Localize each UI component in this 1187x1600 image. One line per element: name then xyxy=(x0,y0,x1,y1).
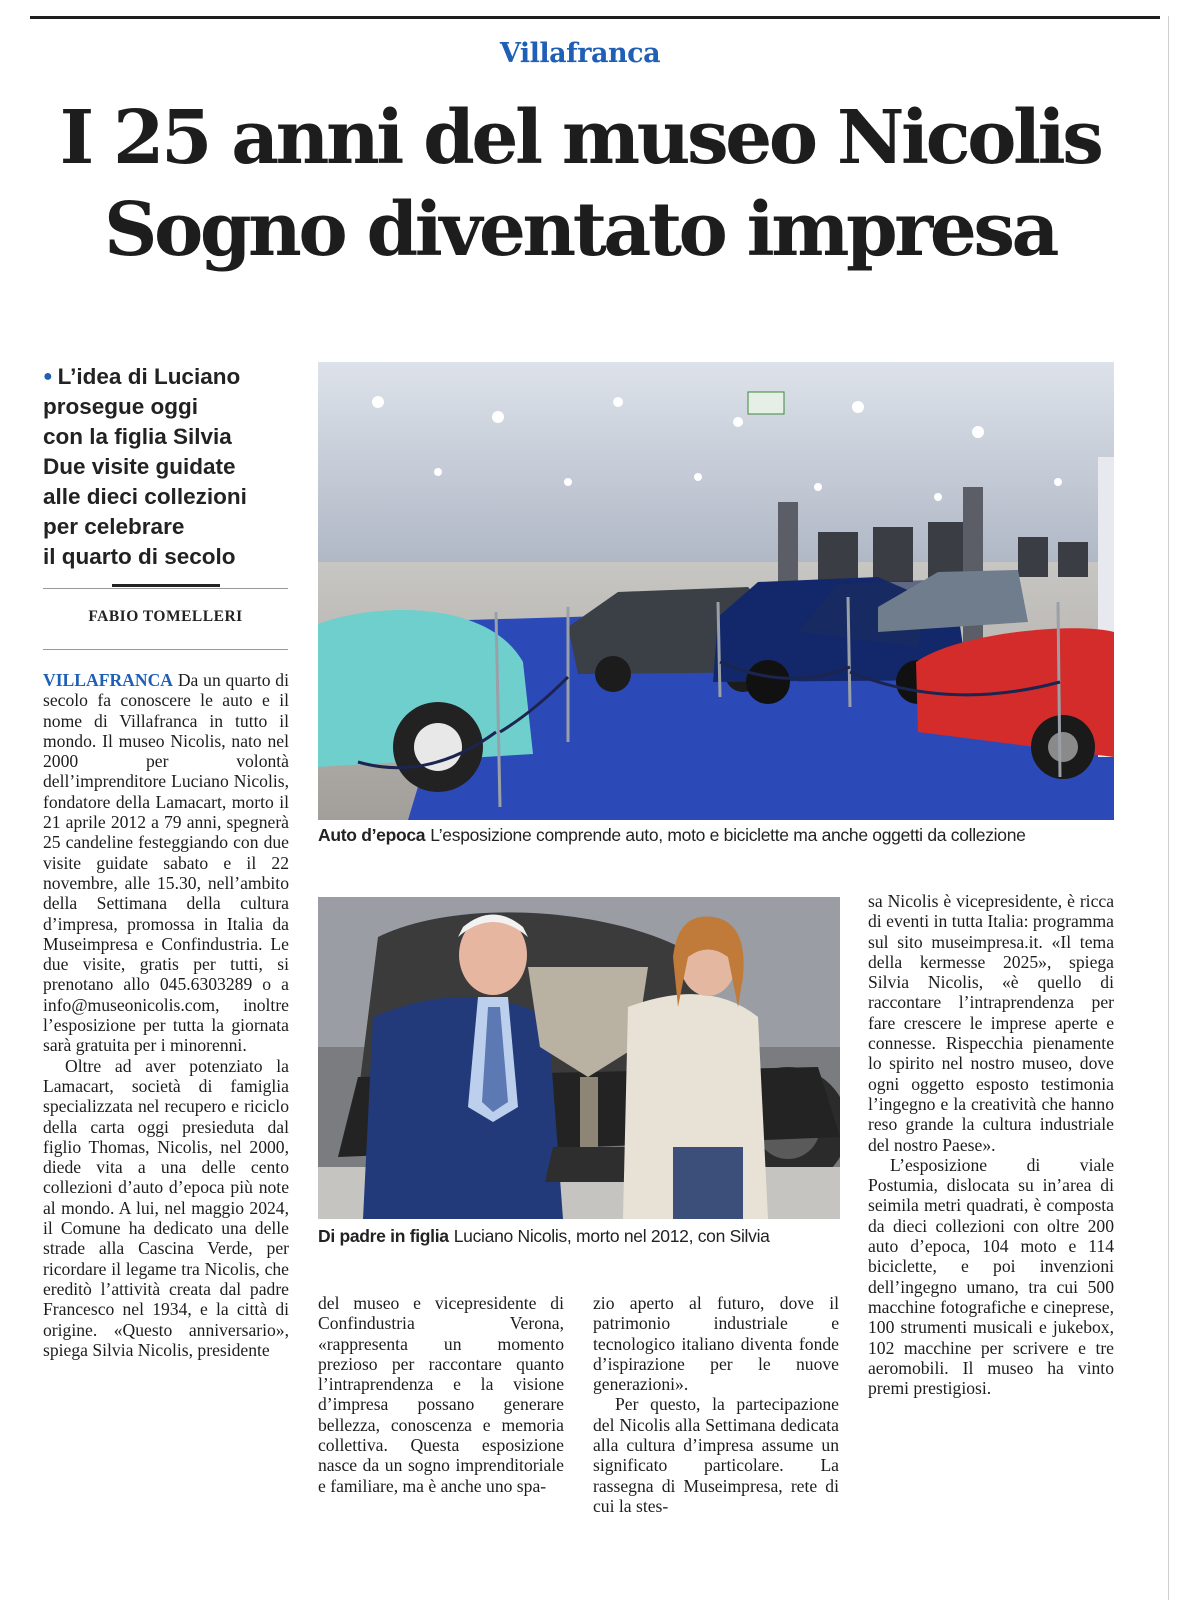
byline-rule-bottom xyxy=(43,649,288,650)
top-rule xyxy=(30,16,1160,19)
column-divider xyxy=(1168,16,1169,1600)
dateline: VILLAFRANCA xyxy=(43,670,174,690)
summary-line: alle dieci collezioni xyxy=(43,484,247,509)
photo-museum-hall xyxy=(318,362,1114,820)
summary-line: ● L’idea di Luciano xyxy=(43,364,241,389)
article-paragraph: L’esposizione di viale Postumia, dislocata su in’area di seimila metri quadrati, è composta da dieci collezioni con oltre 200 auto d’epoca, 104 moto e 114 biciclette, e poi invenzioni dell’ingegno umano, tra cui 500 macchine fotografiche e cineprese, 100 strumenti musicali e jukebox, 102 macchine per scrivere e tre aeromobili. Il museo ha vinto premi prestigiosi. xyxy=(868,1154,1114,1399)
caption-title: Di padre in figlia xyxy=(318,1226,449,1246)
article-paragraph: sa Nicolis è vicepresidente, è ricca di eventi in tutta Italia: programma sul sito museimpresa.it. «Il tema della kermesse 2025», spiega Silvia Nicolis, «è quello di raccontare l’intraprendenza per fare crescere le imprese aperte e connesse. Rispecchia pienamente lo spirito nel nostro museo, dove ogni oggetto esposto testimonia l’ingegno e la creatività che hanno reso grande la cultura industriale del nostro Paese». xyxy=(868,891,1114,1155)
summary-line: con la figlia Silvia xyxy=(43,424,232,449)
article-paragraph: Per questo, la partecipazione del Nicolis alla Settimana dedicata alla cultura d’impresa assume un significato particolare. La rassegna di Museimpresa, rete di cui la stes- xyxy=(593,1394,839,1516)
photo-caption-second xyxy=(318,1226,770,1247)
article-column-2 xyxy=(318,1293,564,1496)
section-label: Villafranca xyxy=(499,38,661,69)
headline-line-1: I 25 anni del museo Nicolis xyxy=(59,95,1101,181)
article-column-4 xyxy=(868,891,1114,1398)
caption-title: Auto d’epoca xyxy=(318,825,426,845)
article-paragraph: del museo e vicepresidente di Confindustria Verona, «rappresenta un momento prezioso per raccontare quanto l’intraprendenza e la visione d’impresa possano generare bellezza, conoscenza e memoria collettiva. Questa esposizione nasce da un sogno imprenditoriale e familiare, ma è anche uno spa- xyxy=(318,1293,564,1496)
caption-text: L’esposizione comprende auto, moto e biciclette ma anche oggetti da collezione xyxy=(430,825,1026,845)
summary-box xyxy=(43,362,303,572)
summary-line: il quarto di secolo xyxy=(43,544,236,569)
article-column-1 xyxy=(43,670,289,1360)
byline-accent-rule xyxy=(112,584,220,587)
bullet-icon: ● xyxy=(43,368,53,385)
headline-line-2: Sogno diventato impresa xyxy=(104,187,1056,273)
article-paragraph: Oltre ad aver potenziato la Lamacart, società di famiglia specializzata nel recupero e riciclo della carta oggi presieduta dal figlio Thomas, Nicolis, nel 2000, diede vita a una delle cento collezioni d’auto d’epoca più note al mondo. A lui, nel maggio 2024, il Comune ha dedicato una delle strade alla Cascina Verde, per ricordare il legame tra Nicolis, che ereditò l’attività creata dal padre Francesco nel 1934, e la città di origine. «Questo anniversario», spiega Silvia Nicolis, presidente xyxy=(43,1055,289,1360)
photo-caption-main xyxy=(318,825,1026,846)
headline xyxy=(0,92,1160,276)
photo-father-daughter xyxy=(318,897,840,1219)
byline-rule-top xyxy=(43,588,288,589)
summary-line: Due visite guidate xyxy=(43,454,236,479)
caption-text: Luciano Nicolis, morto nel 2012, con Silvia xyxy=(453,1226,770,1246)
article-column-3 xyxy=(593,1293,839,1516)
byline: FABIO TOMELLERI xyxy=(88,608,243,625)
article-paragraph: zio aperto al futuro, dove il patrimonio industriale e tecnologico italiano diventa fonde d’ispirazione per le nuove generazioni». xyxy=(593,1293,839,1395)
summary-line: prosegue oggi xyxy=(43,394,199,419)
summary-line: per celebrare xyxy=(43,514,185,539)
article-paragraph: VILLAFRANCA Da un quarto di secolo fa conoscere le auto e il nome di Villafranca in tutto il mondo. Il museo Nicolis, nato nel 2000 per volontà dell’imprenditore Luciano Nicolis, fondatore della Lamacart, morto il 21 aprile 2012 a 79 anni, spegnerà 25 candeline festeggiando con due visite guidate sabato e il 22 novembre, alle 15.30, nell’ambito della Settimana della cultura d’impresa, promossa in Italia da Museimpresa e Confindustria. Le due visite, gratis per tutti, si prenotano allo 045.6303289 o a info@museonicolis.com, inoltre l’esposizione per tutta la giornata sarà gratuita per i minorenni. xyxy=(43,670,289,1056)
